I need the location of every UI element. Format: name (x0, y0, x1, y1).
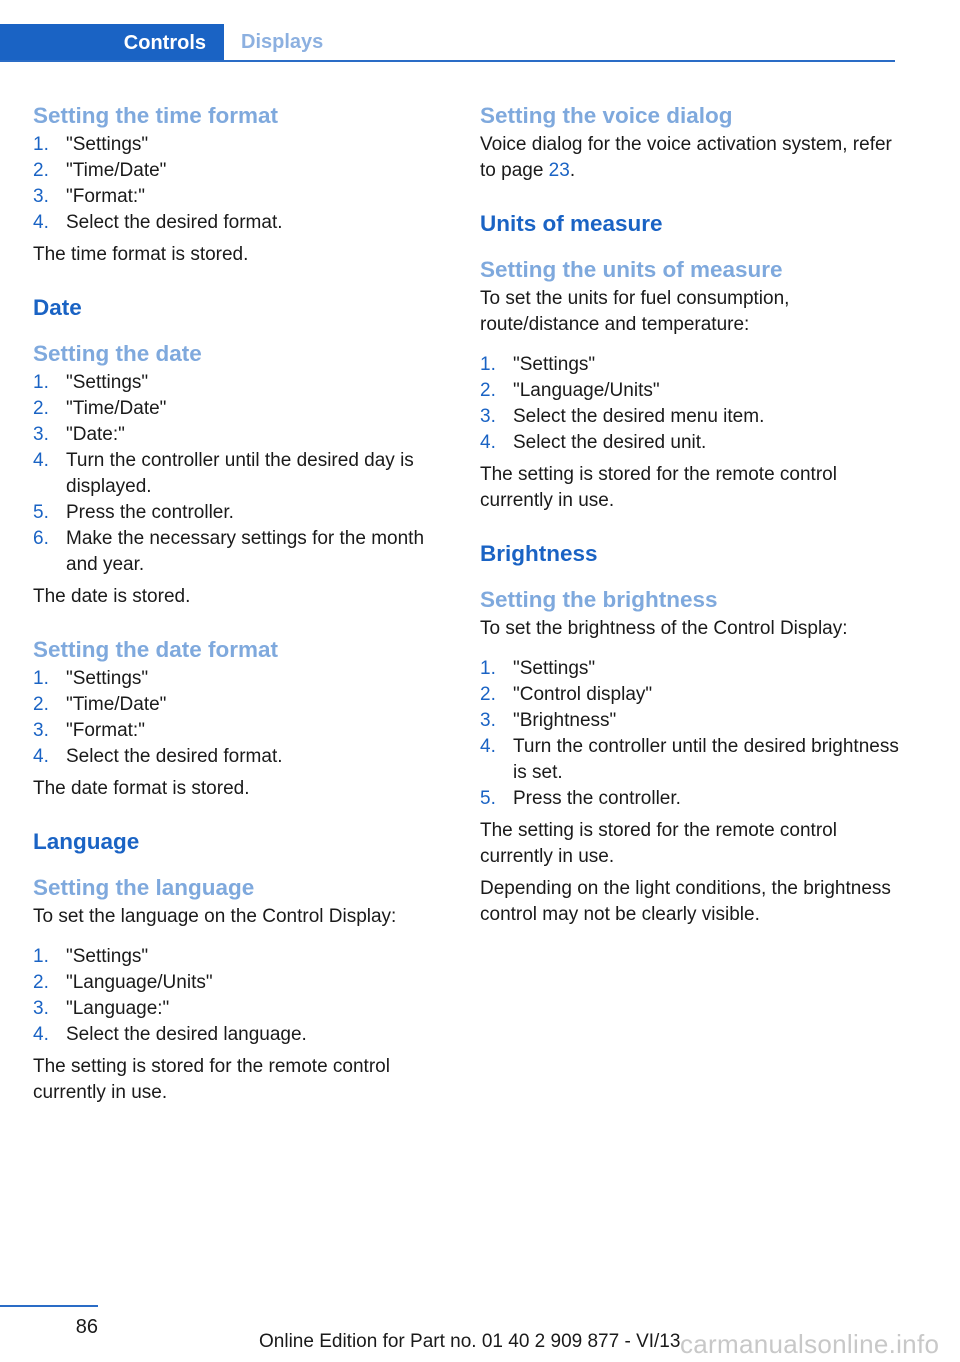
units-steps (480, 352, 900, 456)
list-item: 3. "Format:" (33, 186, 145, 207)
heading-language: Language (33, 829, 140, 854)
units-note: The setting is stored for the remote control currently in use. (480, 464, 837, 511)
left-column (33, 100, 453, 1106)
list-item: 4. Turn the controller until the desired brightness is set. (480, 736, 899, 783)
list-item: 2. "Time/Date" (33, 160, 167, 181)
tab-controls[interactable]: Controls (0, 24, 224, 62)
list-item: 6. Make the necessary settings for the month and year. (33, 528, 425, 575)
time-format-steps (33, 132, 453, 236)
heading-setting-brightness: Setting the brightness (480, 587, 718, 612)
page-number: 86 (75, 1316, 98, 1338)
list-item: 4. Select the desired language. (33, 1024, 307, 1045)
list-item: 2. "Time/Date" (33, 398, 167, 419)
list-item: 3. "Format:" (33, 720, 145, 741)
voice-text: Voice dialog for the voice activation system, refer to page 23. (480, 134, 892, 181)
language-intro: To set the language on the Control Display: (33, 906, 397, 927)
list-item: 2. "Language/Units" (33, 972, 213, 993)
list-item: 4. Select the desired unit. (480, 432, 707, 453)
date-note: The date is stored. (33, 586, 191, 607)
heading-time-format: Setting the time format (33, 103, 279, 128)
date-steps (33, 370, 453, 578)
tabbar-rule (0, 60, 895, 62)
brightness-steps (480, 656, 900, 812)
list-item: 2. "Control display" (480, 684, 653, 705)
heading-date: Date (33, 295, 82, 320)
list-item: 3. "Language:" (33, 998, 170, 1019)
list-item: 3. "Date:" (33, 424, 125, 445)
list-item: 1. "Settings" (480, 658, 596, 679)
edition-text: Online Edition for Part no. 01 40 2 909 877 - VI/13 (259, 1331, 681, 1352)
list-item: 5. Press the controller. (480, 788, 681, 809)
heading-voice-dialog: Setting the voice dialog (480, 103, 733, 128)
list-item: 4. Select the desired format. (33, 746, 283, 767)
list-item: 2. "Time/Date" (33, 694, 167, 715)
language-steps (33, 944, 453, 1048)
list-item: 4. Select the desired format. (33, 212, 283, 233)
list-item: 1. "Settings" (33, 946, 149, 967)
list-item: 1. "Settings" (480, 354, 596, 375)
footer-rule (0, 1305, 98, 1307)
page-link[interactable]: 23 (548, 160, 570, 181)
brightness-intro: To set the brightness of the Control Display: (480, 618, 848, 639)
date-format-note: The date format is stored. (33, 778, 250, 799)
brightness-note: The setting is stored for the remote control currently in use. (480, 820, 837, 867)
heading-setting-units: Setting the units of measure (480, 257, 783, 282)
units-intro: To set the units for fuel consumption, route/distance and temperature: (480, 288, 790, 335)
right-column (480, 100, 900, 928)
list-item: 1. "Settings" (33, 372, 149, 393)
list-item: 1. "Settings" (33, 668, 149, 689)
time-format-note: The time format is stored. (33, 244, 249, 265)
list-item: 4. Turn the controller until the desired day is displayed. (33, 450, 414, 497)
watermark: carmanualsonline.info (680, 1329, 940, 1359)
brightness-note-2: Depending on the light conditions, the brightness control may not be clearly visible. (480, 878, 891, 925)
heading-setting-language: Setting the language (33, 875, 255, 900)
date-format-steps (33, 666, 453, 770)
language-note: The setting is stored for the remote control currently in use. (33, 1056, 390, 1103)
heading-setting-date: Setting the date (33, 341, 202, 366)
tab-displays[interactable]: Displays (241, 30, 324, 53)
list-item: 1. "Settings" (33, 134, 149, 155)
list-item: 5. Press the controller. (33, 502, 234, 523)
list-item: 3. "Brightness" (480, 710, 617, 731)
list-item: 2. "Language/Units" (480, 380, 660, 401)
heading-units: Units of measure (480, 211, 663, 236)
heading-date-format: Setting the date format (33, 637, 279, 662)
heading-brightness: Brightness (480, 541, 598, 566)
list-item: 3. Select the desired menu item. (480, 406, 765, 427)
chapter-tabbar (0, 24, 895, 62)
